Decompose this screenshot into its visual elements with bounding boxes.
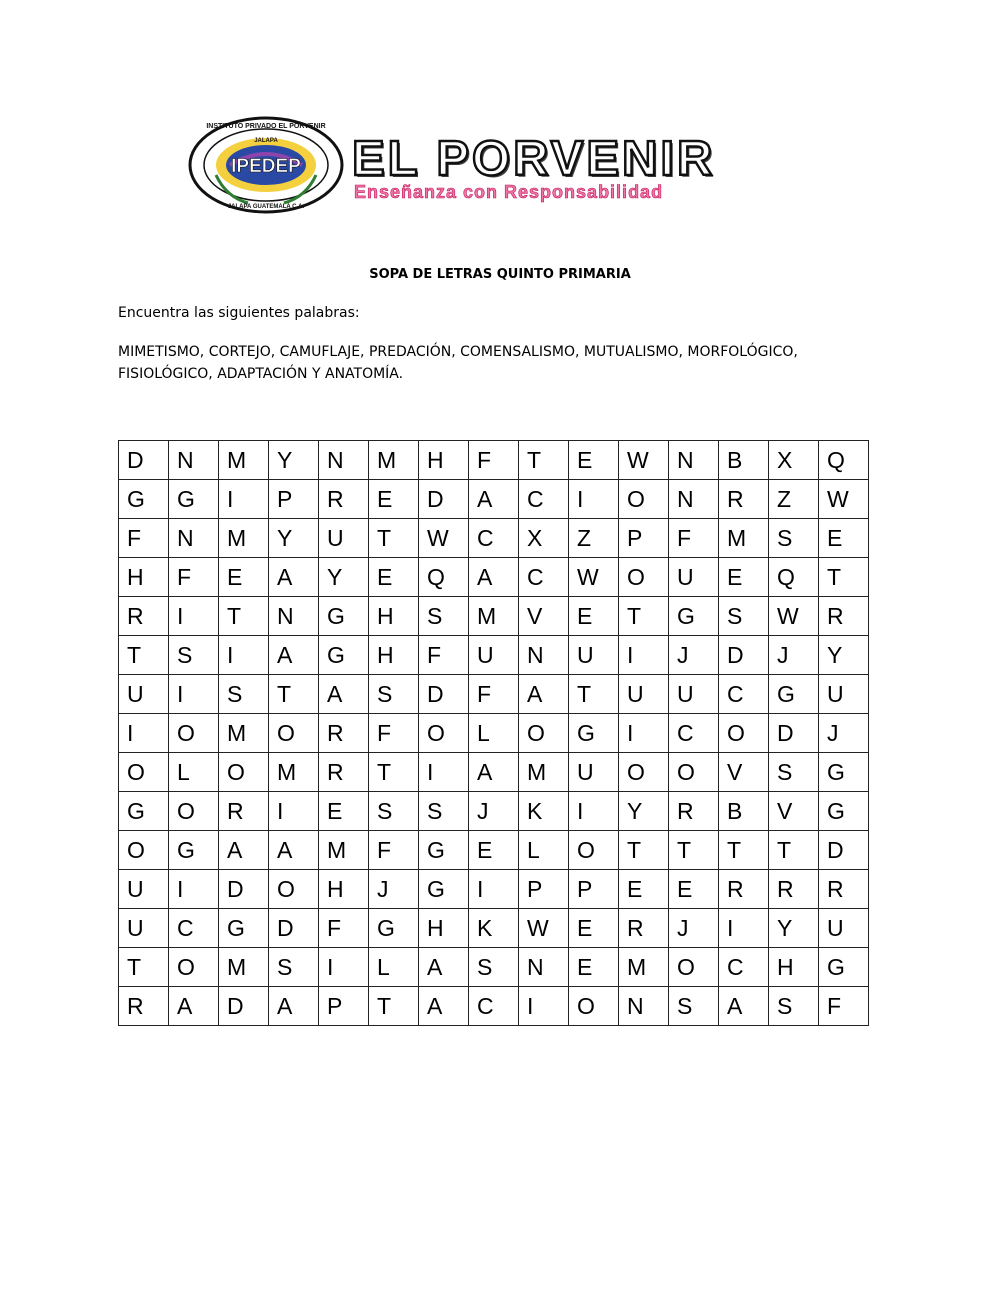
grid-cell: R bbox=[719, 870, 769, 909]
grid-cell: E bbox=[619, 870, 669, 909]
grid-cell: K bbox=[519, 792, 569, 831]
grid-row bbox=[119, 675, 869, 714]
grid-cell: D bbox=[419, 480, 469, 519]
grid-cell: G bbox=[819, 792, 869, 831]
grid-cell: G bbox=[169, 831, 219, 870]
grid-cell: G bbox=[669, 597, 719, 636]
grid-cell: B bbox=[719, 792, 769, 831]
grid-cell: T bbox=[719, 831, 769, 870]
grid-row bbox=[119, 831, 869, 870]
logo-subtitle: Enseñanza con Responsabilidad bbox=[354, 182, 664, 202]
grid-cell: N bbox=[669, 441, 719, 480]
grid-cell: C bbox=[719, 948, 769, 987]
grid-cell: J bbox=[769, 636, 819, 675]
word-search-grid bbox=[118, 440, 869, 1026]
grid-cell: U bbox=[319, 519, 369, 558]
grid-cell: S bbox=[469, 948, 519, 987]
grid-cell: Y bbox=[819, 636, 869, 675]
grid-cell: I bbox=[419, 753, 469, 792]
grid-cell: C bbox=[519, 480, 569, 519]
grid-cell: V bbox=[719, 753, 769, 792]
grid-cell: A bbox=[469, 480, 519, 519]
grid-cell: G bbox=[319, 597, 369, 636]
grid-cell: J bbox=[369, 870, 419, 909]
grid-cell: I bbox=[519, 987, 569, 1026]
grid-cell: X bbox=[519, 519, 569, 558]
grid-cell: D bbox=[819, 831, 869, 870]
grid-cell: A bbox=[319, 675, 369, 714]
seal-top-text: INSTITUTO PRIVADO EL PORVENIR bbox=[206, 123, 326, 130]
grid-cell: H bbox=[369, 636, 419, 675]
grid-cell: T bbox=[519, 441, 569, 480]
grid-cell: O bbox=[419, 714, 469, 753]
grid-row bbox=[119, 636, 869, 675]
grid-cell: T bbox=[119, 636, 169, 675]
grid-cell: U bbox=[569, 753, 619, 792]
grid-cell: A bbox=[519, 675, 569, 714]
grid-cell: Q bbox=[819, 441, 869, 480]
grid-cell: U bbox=[669, 675, 719, 714]
grid-cell: Q bbox=[419, 558, 469, 597]
seal-initials: IPEDEP bbox=[231, 156, 301, 177]
grid-cell: O bbox=[619, 558, 669, 597]
grid-cell: L bbox=[469, 714, 519, 753]
grid-cell: G bbox=[419, 831, 469, 870]
grid-cell: A bbox=[269, 831, 319, 870]
grid-cell: W bbox=[819, 480, 869, 519]
grid-cell: S bbox=[169, 636, 219, 675]
grid-cell: Y bbox=[619, 792, 669, 831]
grid-cell: N bbox=[269, 597, 319, 636]
grid-cell: W bbox=[569, 558, 619, 597]
grid-cell: C bbox=[519, 558, 569, 597]
grid-cell: V bbox=[519, 597, 569, 636]
grid-cell: A bbox=[719, 987, 769, 1026]
grid-cell: A bbox=[169, 987, 219, 1026]
grid-row bbox=[119, 519, 869, 558]
grid-cell: T bbox=[769, 831, 819, 870]
grid-cell: C bbox=[669, 714, 719, 753]
grid-cell: S bbox=[769, 753, 819, 792]
grid-cell: A bbox=[469, 753, 519, 792]
grid-cell: K bbox=[469, 909, 519, 948]
grid-cell: R bbox=[119, 987, 169, 1026]
grid-cell: F bbox=[819, 987, 869, 1026]
grid-cell: I bbox=[569, 480, 619, 519]
grid-cell: M bbox=[269, 753, 319, 792]
grid-cell: R bbox=[219, 792, 269, 831]
grid-cell: N bbox=[519, 948, 569, 987]
page-title: SOPA DE LETRAS QUINTO PRIMARIA bbox=[369, 267, 631, 282]
grid-cell: Y bbox=[269, 441, 319, 480]
word-list-line-2: FISIOLÓGICO, ADAPTACIÓN Y ANATOMÍA. bbox=[118, 366, 404, 382]
grid-cell: N bbox=[619, 987, 669, 1026]
grid-cell: G bbox=[169, 480, 219, 519]
grid-cell: M bbox=[219, 948, 269, 987]
grid-row bbox=[119, 558, 869, 597]
grid-cell: E bbox=[369, 558, 419, 597]
grid-cell: D bbox=[269, 909, 319, 948]
grid-cell: T bbox=[569, 675, 619, 714]
grid-cell: F bbox=[669, 519, 719, 558]
grid-cell: J bbox=[669, 636, 719, 675]
grid-cell: E bbox=[569, 597, 619, 636]
grid-cell: F bbox=[469, 675, 519, 714]
grid-cell: G bbox=[319, 636, 369, 675]
grid-cell: I bbox=[619, 636, 669, 675]
grid-cell: S bbox=[769, 987, 819, 1026]
grid-cell: O bbox=[719, 714, 769, 753]
grid-cell: T bbox=[369, 519, 419, 558]
grid-cell: D bbox=[219, 987, 269, 1026]
grid-cell: F bbox=[119, 519, 169, 558]
grid-cell: E bbox=[819, 519, 869, 558]
grid-cell: S bbox=[369, 792, 419, 831]
grid-cell: S bbox=[719, 597, 769, 636]
grid-cell: O bbox=[569, 987, 619, 1026]
grid-cell: S bbox=[419, 792, 469, 831]
grid-cell: O bbox=[569, 831, 619, 870]
grid-cell: A bbox=[269, 558, 319, 597]
grid-cell: E bbox=[319, 792, 369, 831]
grid-cell: H bbox=[419, 441, 469, 480]
grid-cell: M bbox=[719, 519, 769, 558]
grid-cell: W bbox=[619, 441, 669, 480]
grid-cell: I bbox=[119, 714, 169, 753]
grid-cell: R bbox=[819, 870, 869, 909]
grid-cell: R bbox=[119, 597, 169, 636]
grid-cell: I bbox=[219, 480, 269, 519]
grid-cell: W bbox=[769, 597, 819, 636]
grid-cell: A bbox=[419, 987, 469, 1026]
grid-cell: R bbox=[769, 870, 819, 909]
grid-cell: I bbox=[469, 870, 519, 909]
grid-cell: G bbox=[419, 870, 469, 909]
grid-cell: A bbox=[269, 987, 319, 1026]
grid-cell: J bbox=[669, 909, 719, 948]
grid-cell: E bbox=[569, 441, 619, 480]
grid-cell: S bbox=[219, 675, 269, 714]
grid-cell: E bbox=[469, 831, 519, 870]
grid-cell: W bbox=[419, 519, 469, 558]
grid-cell: M bbox=[519, 753, 569, 792]
grid-cell: G bbox=[369, 909, 419, 948]
grid-row bbox=[119, 948, 869, 987]
grid-cell: F bbox=[169, 558, 219, 597]
grid-cell: F bbox=[369, 831, 419, 870]
grid-cell: T bbox=[269, 675, 319, 714]
grid-cell: T bbox=[819, 558, 869, 597]
grid-cell: U bbox=[119, 675, 169, 714]
school-logo bbox=[186, 115, 802, 215]
grid-cell: P bbox=[319, 987, 369, 1026]
grid-cell: L bbox=[169, 753, 219, 792]
grid-cell: G bbox=[569, 714, 619, 753]
grid-cell: V bbox=[769, 792, 819, 831]
grid-cell: J bbox=[469, 792, 519, 831]
grid-cell: C bbox=[469, 519, 519, 558]
grid-cell: E bbox=[569, 948, 619, 987]
grid-row bbox=[119, 792, 869, 831]
grid-cell: E bbox=[669, 870, 719, 909]
grid-cell: C bbox=[469, 987, 519, 1026]
grid-cell: R bbox=[819, 597, 869, 636]
grid-cell: I bbox=[269, 792, 319, 831]
grid-cell: T bbox=[369, 753, 419, 792]
grid-cell: H bbox=[119, 558, 169, 597]
grid-cell: O bbox=[519, 714, 569, 753]
grid-cell: I bbox=[619, 714, 669, 753]
grid-cell: T bbox=[669, 831, 719, 870]
grid-cell: F bbox=[369, 714, 419, 753]
grid-cell: U bbox=[619, 675, 669, 714]
grid-cell: E bbox=[369, 480, 419, 519]
grid-cell: O bbox=[119, 831, 169, 870]
grid-row bbox=[119, 714, 869, 753]
grid-cell: I bbox=[169, 597, 219, 636]
grid-cell: E bbox=[719, 558, 769, 597]
grid-cell: F bbox=[469, 441, 519, 480]
grid-cell: G bbox=[219, 909, 269, 948]
grid-row bbox=[119, 870, 869, 909]
grid-cell: I bbox=[569, 792, 619, 831]
grid-cell: U bbox=[819, 675, 869, 714]
grid-cell: G bbox=[819, 753, 869, 792]
grid-cell: J bbox=[819, 714, 869, 753]
grid-cell: D bbox=[719, 636, 769, 675]
grid-cell: O bbox=[269, 714, 319, 753]
grid-cell: R bbox=[319, 714, 369, 753]
grid-cell: Z bbox=[769, 480, 819, 519]
grid-cell: P bbox=[619, 519, 669, 558]
grid-cell: H bbox=[769, 948, 819, 987]
grid-cell: S bbox=[669, 987, 719, 1026]
grid-cell: H bbox=[319, 870, 369, 909]
seal-city-text: JALAPA bbox=[254, 138, 278, 144]
seal-bottom-text: JALAPA GUATEMALA C.A. bbox=[227, 204, 305, 210]
grid-cell: O bbox=[619, 753, 669, 792]
grid-cell: U bbox=[119, 909, 169, 948]
grid-cell: T bbox=[619, 597, 669, 636]
grid-cell: P bbox=[569, 870, 619, 909]
grid-cell: S bbox=[769, 519, 819, 558]
grid-cell: A bbox=[469, 558, 519, 597]
grid-cell: D bbox=[219, 870, 269, 909]
grid-cell: O bbox=[619, 480, 669, 519]
grid-cell: O bbox=[169, 948, 219, 987]
grid-cell: E bbox=[569, 909, 619, 948]
instruction-text: Encuentra las siguientes palabras: bbox=[118, 305, 360, 321]
grid-cell: Y bbox=[769, 909, 819, 948]
grid-cell: O bbox=[119, 753, 169, 792]
grid-cell: G bbox=[819, 948, 869, 987]
grid-cell: M bbox=[369, 441, 419, 480]
grid-cell: O bbox=[669, 948, 719, 987]
grid-cell: S bbox=[269, 948, 319, 987]
grid-cell: M bbox=[619, 948, 669, 987]
grid-cell: P bbox=[269, 480, 319, 519]
grid-cell: D bbox=[769, 714, 819, 753]
word-list-line-1: MIMETISMO, CORTEJO, CAMUFLAJE, PREDACIÓN, COMENSALISMO, MUTUALISMO, MORFOLÓGICO, bbox=[118, 344, 798, 360]
school-seal-icon bbox=[186, 115, 346, 215]
grid-cell: F bbox=[419, 636, 469, 675]
logo-title: EL PORVENIR bbox=[352, 132, 716, 186]
grid-cell: I bbox=[319, 948, 369, 987]
grid-cell: N bbox=[519, 636, 569, 675]
grid-cell: U bbox=[669, 558, 719, 597]
grid-cell: A bbox=[419, 948, 469, 987]
grid-cell: M bbox=[219, 441, 269, 480]
grid-cell: M bbox=[219, 714, 269, 753]
grid-cell: L bbox=[369, 948, 419, 987]
grid-row bbox=[119, 753, 869, 792]
grid-cell: N bbox=[169, 441, 219, 480]
grid-cell: U bbox=[119, 870, 169, 909]
grid-cell: C bbox=[169, 909, 219, 948]
grid-cell: L bbox=[519, 831, 569, 870]
grid-cell: F bbox=[319, 909, 369, 948]
grid-cell: I bbox=[169, 675, 219, 714]
grid-cell: O bbox=[169, 792, 219, 831]
grid-cell: N bbox=[319, 441, 369, 480]
grid-cell: R bbox=[319, 480, 369, 519]
grid-cell: O bbox=[219, 753, 269, 792]
grid-cell: G bbox=[119, 792, 169, 831]
grid-cell: I bbox=[719, 909, 769, 948]
grid-cell: H bbox=[419, 909, 469, 948]
grid-cell: M bbox=[469, 597, 519, 636]
grid-cell: U bbox=[469, 636, 519, 675]
grid-cell: M bbox=[219, 519, 269, 558]
grid-cell: C bbox=[719, 675, 769, 714]
word-list bbox=[118, 341, 878, 385]
grid-row bbox=[119, 987, 869, 1026]
grid-cell: N bbox=[169, 519, 219, 558]
grid-cell: X bbox=[769, 441, 819, 480]
grid-cell: U bbox=[569, 636, 619, 675]
grid-cell: T bbox=[619, 831, 669, 870]
grid-cell: M bbox=[319, 831, 369, 870]
grid-cell: G bbox=[769, 675, 819, 714]
grid-cell: R bbox=[319, 753, 369, 792]
grid-row bbox=[119, 441, 869, 480]
grid-cell: U bbox=[819, 909, 869, 948]
grid-cell: D bbox=[119, 441, 169, 480]
grid-cell: G bbox=[119, 480, 169, 519]
grid-cell: T bbox=[369, 987, 419, 1026]
grid-cell: E bbox=[219, 558, 269, 597]
grid-row bbox=[119, 480, 869, 519]
grid-cell: Y bbox=[269, 519, 319, 558]
grid-cell: Z bbox=[569, 519, 619, 558]
grid-cell: S bbox=[369, 675, 419, 714]
grid-row bbox=[119, 909, 869, 948]
grid-cell: H bbox=[369, 597, 419, 636]
grid-cell: Y bbox=[319, 558, 369, 597]
grid-cell: O bbox=[269, 870, 319, 909]
grid-cell: R bbox=[619, 909, 669, 948]
grid-cell: B bbox=[719, 441, 769, 480]
grid-cell: O bbox=[169, 714, 219, 753]
grid-cell: W bbox=[519, 909, 569, 948]
grid-cell: R bbox=[669, 792, 719, 831]
grid-cell: A bbox=[219, 831, 269, 870]
grid-cell: Q bbox=[769, 558, 819, 597]
grid-cell: N bbox=[669, 480, 719, 519]
grid-cell: S bbox=[419, 597, 469, 636]
grid-cell: T bbox=[119, 948, 169, 987]
grid-cell: D bbox=[419, 675, 469, 714]
grid-cell: I bbox=[169, 870, 219, 909]
grid-cell: T bbox=[219, 597, 269, 636]
grid-cell: A bbox=[269, 636, 319, 675]
grid-row bbox=[119, 597, 869, 636]
grid-cell: I bbox=[219, 636, 269, 675]
grid-cell: O bbox=[669, 753, 719, 792]
grid-cell: P bbox=[519, 870, 569, 909]
grid-cell: R bbox=[719, 480, 769, 519]
